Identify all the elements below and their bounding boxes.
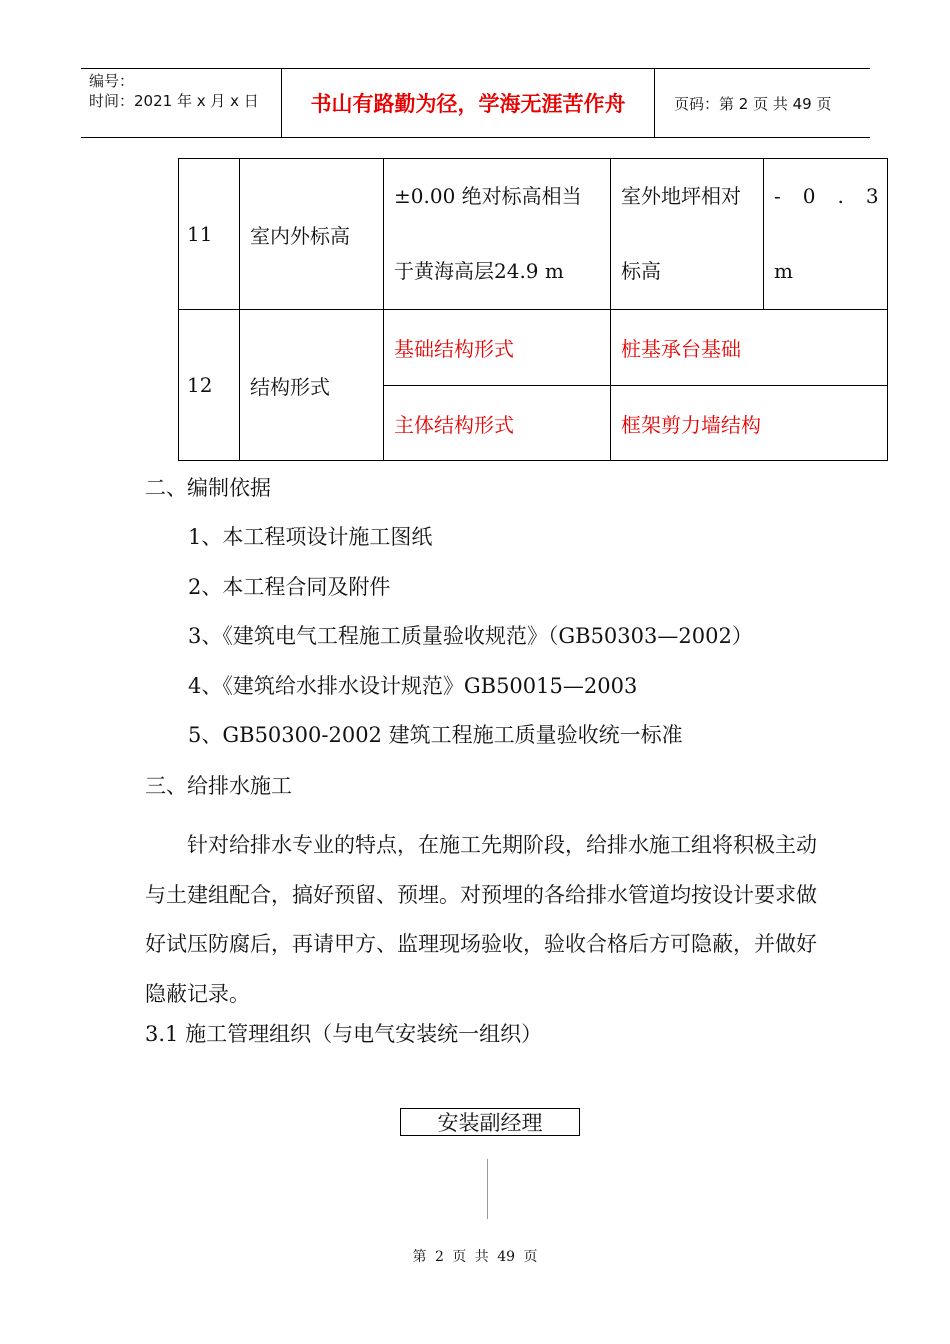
section-heading: 二、编制依据: [145, 476, 271, 500]
table-row: [179, 159, 888, 310]
description-line: ±0.00 绝对标高相当: [394, 184, 582, 208]
structure-label: 主体结构形式: [384, 386, 611, 461]
project-info-table: [178, 158, 901, 461]
page-footer: 第 2 页 共 49 页: [412, 1249, 538, 1265]
row-number: 12: [179, 310, 240, 461]
header-divider: [654, 69, 655, 137]
basis-list-item: 5、GB50300-2002 建筑工程施工质量验收统一标准: [188, 723, 683, 747]
structure-value: 框架剪力墙结构: [611, 386, 888, 461]
basis-list-item: 4、《建筑给水排水设计规范》GB50015—2003: [188, 674, 638, 698]
row-description: [384, 159, 611, 310]
header-meta: [89, 71, 259, 111]
row-value: [764, 159, 901, 310]
basis-list-item: 2、本工程合同及附件: [188, 575, 391, 599]
sub-label-line: 标高: [621, 259, 661, 283]
header-page-info: [664, 69, 870, 137]
body-paragraph: 针对给排水专业的特点，在施工先期阶段，给排水施工组将积极主动与土建组配合，搞好预留、预埋。对预埋的各给排水管道均按设计要求做好试压防腐后，再请甲方、监理现场验收，验收合格后方可隐蔽，并做好隐蔽记录。: [145, 833, 817, 1006]
sub-label-line: 室外地坪相对: [621, 184, 741, 208]
page-info-text: 页码：第 2 页 共 49 页: [674, 94, 832, 113]
table-row: [179, 310, 888, 386]
date-label: 时间：2021 年 x 月 x 日: [89, 92, 259, 110]
org-chart-connector: [487, 1159, 488, 1219]
structure-label: 基础结构形式: [384, 310, 611, 386]
value-line: -0.3: [774, 184, 901, 208]
row-sub-label: [611, 159, 764, 310]
section-heading: 三、给排水施工: [145, 774, 292, 798]
value-line: m: [774, 259, 793, 283]
subsection-heading: 3.1 施工管理组织（与电气安装统一组织）: [145, 1022, 543, 1046]
basis-list-item: 1、本工程项设计施工图纸: [188, 525, 433, 549]
row-number: 11: [179, 159, 240, 310]
description-line: 于黄海高层24.9 m: [394, 259, 564, 283]
row-item: 结构形式: [240, 310, 384, 461]
basis-list-item: 3、《建筑电气工程施工质量验收规范》（GB50303—2002）: [188, 624, 753, 648]
serial-number-label: 编号：: [89, 72, 135, 90]
org-chart-box: 安装副经理: [400, 1108, 580, 1136]
page-header: [81, 68, 870, 138]
header-motto: 书山有路勤为径，学海无涯苦作舟: [310, 92, 626, 116]
row-item: 室内外标高: [240, 159, 384, 310]
structure-value: 桩基承台基础: [611, 310, 888, 386]
